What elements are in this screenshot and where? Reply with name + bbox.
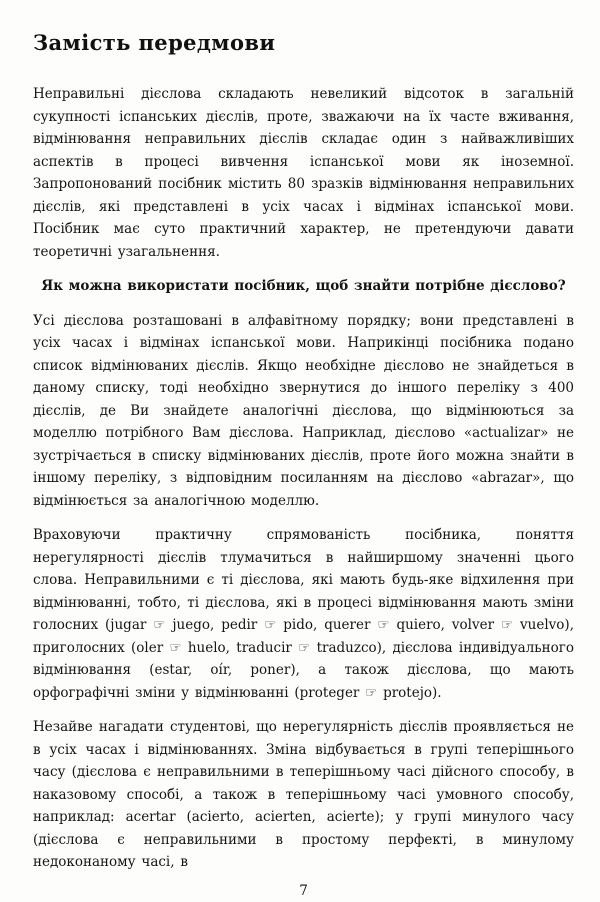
tense-groups-paragraph: Незайве нагадати студентові, що нерегулярність дієслів проявляється не в усіх часах і відмінюваннях. Зміна відбувається в групі теперішнього часу (дієслова є неправильними в теперішньому часі дійсного способу, в наказовому способі, а також в теперішньому часі умовного способу, наприклад: acertar (acierto, acierten, acierte); у групі минулого часу (дієслова є неправильними в простому перфекті, в минулому недоконаному часі, в xyxy=(33,719,574,870)
irregularity-definition-paragraph: Враховуючи практичну спрямованість посібника, поняття нерегулярності дієслів тлумачиться в найширшому значенні цього слова. Неправильними є ті дієслова, які мають будь-яке відхилення при відмінюванні, тобто, ті дієслова, які в процесі відмінювання мають зміни голосних (jugar ☞ juego, pedir ☞ pido, querer ☞ quiero, volver ☞ vuelvo), приголосних (oler ☞ huelo, traducir ☞ traduzco), дієслова індивідуального відмінювання (estar, oír, poner), а також дієслова, що мають орфографічні зміни у відмінюванні (proteger ☞ protejo). xyxy=(33,527,574,701)
page-number: 7 xyxy=(299,882,308,899)
usage-instructions-paragraph: Усі дієслова розташовані в алфавітному порядку; вони представлені в усіх часах і відмінах іспанської мови. Наприкінці посібника подано список відмінюваних дієслів. Якщо необхідне дієслово не знайдеться в даному списку, тоді необхідно звернутися до іншого переліку з 400 дієслів, де Ви знайдете аналогічні дієслова, що відмінюються за моделлю потрібного Вам дієслова. Наприклад, дієслово «actualizar» не зустрічається в списку відмінюваних дієслів, проте його можна знайти в іншому переліку, з відповідним посиланням на дієслово «abrazar», що відмінюється за аналогічною моделлю. xyxy=(33,312,574,509)
usage-question-heading: Як можна використати посібник, щоб знайти потрібне дієслово? xyxy=(41,278,566,294)
intro-paragraph: Неправильні дієслова складають невеликий відсоток в загальній сукупності іспанських дієслів, проте, зважаючи на їх часте вживання, відмінювання неправильних дієслів складає один з найважливіших аспектів в процесі вивчення іспанської мови як іноземної. Запропонований посібник містить 80 зразків відмінювання неправильних дієслів, які представлені в усіх часах і відмінах іспанської мови. Посібник має суто практичний характер, не претендуючи давати теоретичні узагальнення. xyxy=(33,86,574,260)
page-title: Замість передмови xyxy=(33,30,276,55)
